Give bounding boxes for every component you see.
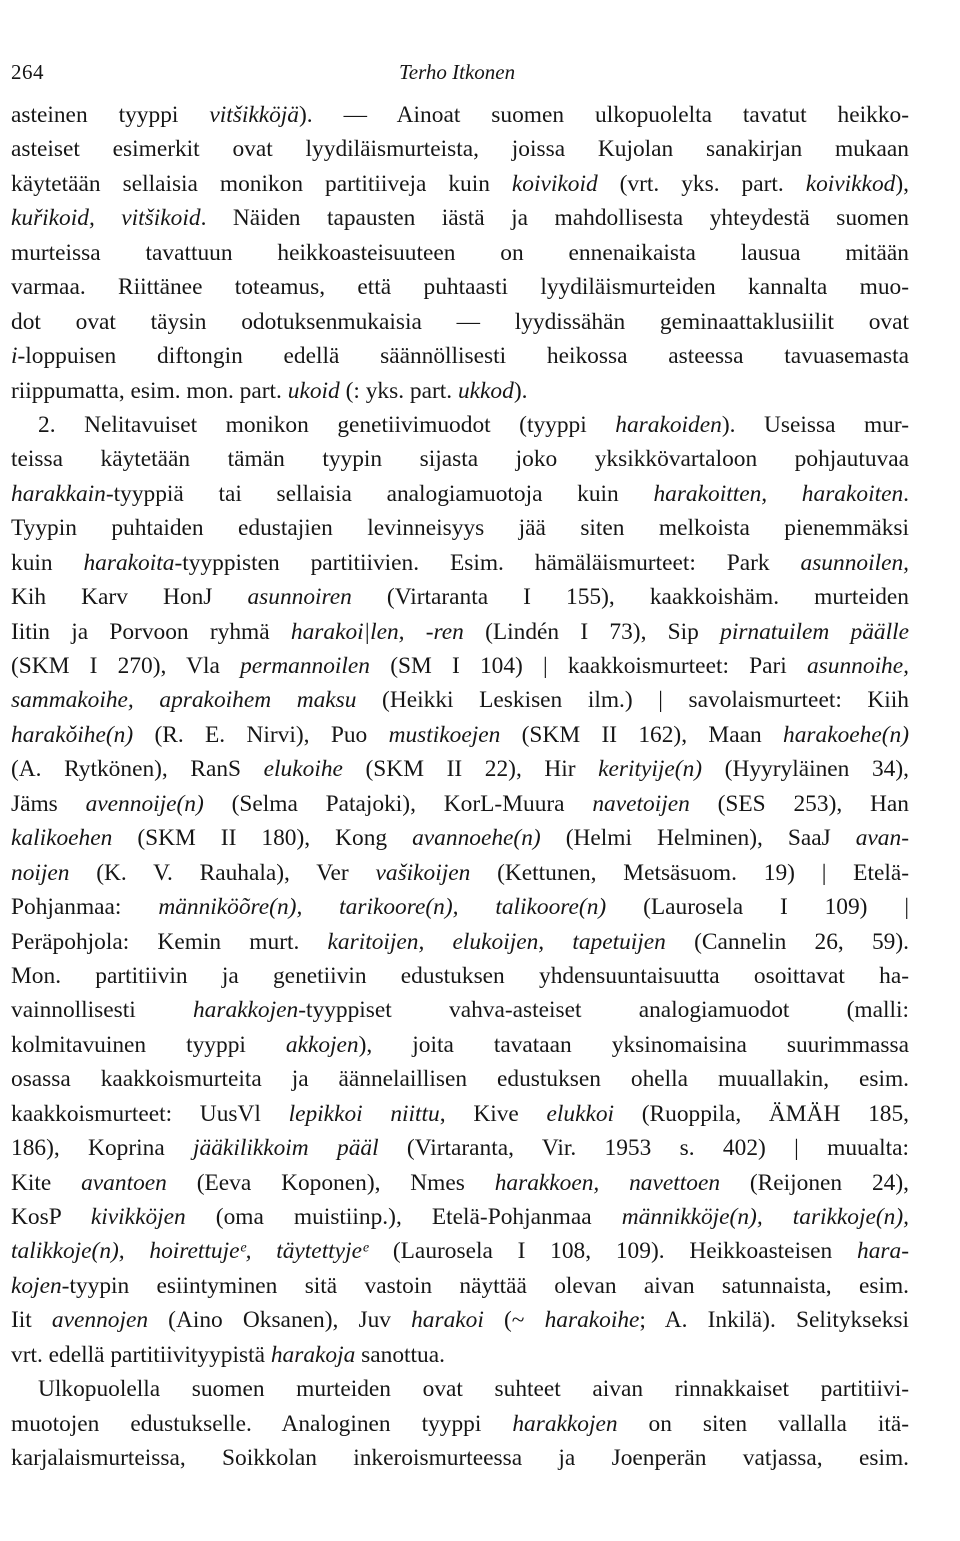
text-segment: (Eeva Koponen), Nmes xyxy=(166,1169,495,1196)
italic-segment: hara- xyxy=(857,1238,909,1265)
text-segment: ). — Ainoat suomen ulkopuolelta tavatut heikko- xyxy=(299,102,909,128)
italic-segment: permannoilen xyxy=(240,653,371,679)
text-line xyxy=(11,201,909,235)
text-segment: (SKM II 180), Kong xyxy=(112,825,413,852)
text-segment: (Kettunen, Metsäsuom. 19) | Etelä- xyxy=(470,859,909,886)
italic-segment: harakoehe(n) xyxy=(783,721,909,748)
italic-segment: ukoid xyxy=(287,377,340,404)
text-line xyxy=(11,1372,909,1406)
text-line xyxy=(11,615,909,649)
text-line xyxy=(11,1200,909,1234)
text-line xyxy=(11,408,909,442)
italic-segment: lepikkoi niittu xyxy=(288,1100,440,1127)
text-line xyxy=(11,1441,909,1475)
text-segment: Iit xyxy=(11,1307,52,1334)
text-segment: Mon. partitiivin ja genetiivin edustuksen yhdensuuntaisuutta osoittavat ha- xyxy=(11,962,909,989)
italic-segment: männiköõre(n), tarikoore(n), talikoore(n) xyxy=(158,894,607,921)
text-segment: , Kive xyxy=(439,1100,547,1127)
italic-segment: harakkojen xyxy=(192,997,299,1024)
text-line xyxy=(11,1338,909,1372)
italic-segment: avennoije(n) xyxy=(85,790,204,817)
italic-segment: kalikoehen xyxy=(11,825,113,852)
italic-segment: vitšikköjä xyxy=(209,102,299,128)
italic-segment: asunnoilen, xyxy=(800,549,910,576)
italic-segment: avan- xyxy=(855,825,909,852)
italic-segment: vašikoijen xyxy=(375,859,471,886)
italic-segment: mustikoejen xyxy=(388,721,501,748)
text-segment: -tyypin esiintyminen sitä vastoin näyttää olevan aivan satunnaista, esim. xyxy=(61,1272,909,1299)
text-segment: -tyyppiset vahva-asteiset analogiamuodot (malli: xyxy=(298,997,909,1024)
text-segment: (Cannelin 26, 59). xyxy=(665,928,910,955)
body-text xyxy=(11,98,909,1476)
text-segment: vrt. edellä partitiivityypistä xyxy=(11,1341,271,1368)
text-segment: . xyxy=(903,480,910,507)
text-segment: Tyypin puhtaiden edustajien levinneisyys jää siten melkoista pienemmäksi xyxy=(11,515,909,542)
italic-segment: kivikköjen xyxy=(90,1204,186,1230)
text-segment: (Virtaranta I 155), kaakkoishäm. murteiden xyxy=(351,584,909,611)
text-segment: asteiset esimerkit ovat lyydiläismurteista, joissa Kujolan sanakirjan mukaan xyxy=(11,136,909,163)
text-segment: riippumatta, esim. mon. part. xyxy=(11,377,288,404)
text-segment: Iitin ja Porvoon ryhmä xyxy=(11,618,291,645)
text-line xyxy=(11,993,909,1027)
text-segment: -tyyppisten partitiivien. Esim. hämäläismurteet: Park xyxy=(174,549,801,576)
text-segment: ; A. Inkilä). Selitykseksi xyxy=(639,1307,910,1334)
italic-segment: koivikoid xyxy=(511,170,598,197)
text-segment: . Näiden tapausten iästä ja mahdollisesta yhteydestä suomen xyxy=(200,205,909,232)
italic-segment: harakoiden xyxy=(615,411,722,438)
italic-segment: kerityije(n) xyxy=(598,756,703,783)
text-segment: (A. Rytkönen), RanS xyxy=(11,756,264,783)
text-line xyxy=(11,1131,909,1165)
text-segment: (SKM II 162), Maan xyxy=(500,721,783,748)
italic-segment: noijen xyxy=(11,859,70,886)
text-line xyxy=(11,374,909,408)
text-line xyxy=(11,339,909,373)
italic-segment: harakoi|len, -ren xyxy=(290,618,464,645)
text-line xyxy=(11,1166,909,1200)
text-segment: (Aino Oksanen), Juv xyxy=(148,1307,412,1334)
text-line xyxy=(11,98,909,132)
text-segment: KosP xyxy=(11,1204,91,1230)
italic-segment: koivikkod xyxy=(805,170,896,197)
text-segment: Peräpohjola: Kemin murt. xyxy=(11,928,328,955)
italic-segment: sammakoihe, aprakoihem maksu xyxy=(11,687,357,714)
text-segment: Ulkopuolella suomen murteiden ovat suhteet aivan rinnakkaiset partitiivi- xyxy=(38,1376,909,1403)
text-segment: asteinen tyyppi xyxy=(11,102,210,128)
text-segment: -tyyppiä tai sellaisia analogiamuotoja kuin xyxy=(105,480,654,507)
italic-segment: karitoijen, elukoijen, tapetuijen xyxy=(327,928,666,955)
text-line xyxy=(11,1269,909,1303)
text-line xyxy=(11,1407,909,1441)
text-segment: (Lindén I 73), Sip xyxy=(463,618,721,645)
page-number: 264 xyxy=(11,60,44,84)
text-segment: (Virtaranta, Vir. 1953 s. 402) | muualta: xyxy=(378,1135,909,1162)
text-line xyxy=(11,511,909,545)
italic-segment: akkojen xyxy=(285,1031,359,1058)
text-segment: vainnollisesti xyxy=(11,997,193,1024)
italic-segment: talikkoje(n), hoirettujeᵉ, täytettyjeᵉ xyxy=(11,1238,369,1265)
text-segment: karjalaismurteissa, Soikkolan inkeroismurteessa ja Joenperän vatjassa, esim. xyxy=(11,1445,909,1472)
text-segment: varmaa. Riittänee toteamus, että puhtaasti lyydiläismurteiden kannalta muo- xyxy=(11,274,909,301)
italic-segment: harakoi xyxy=(411,1307,484,1334)
italic-segment: avantoen xyxy=(81,1169,167,1196)
italic-segment: elukkoi xyxy=(546,1100,615,1127)
text-segment: Jäms xyxy=(11,790,86,817)
text-segment: (: yks. part. xyxy=(339,377,458,404)
text-line xyxy=(11,752,909,786)
text-segment: (Laurosela I 109) | xyxy=(606,894,910,921)
italic-segment: elukoihe xyxy=(263,756,343,783)
text-segment: (K. V. Rauhala), Ver xyxy=(69,859,376,886)
running-title-author: Terho Itkonen xyxy=(399,60,516,84)
italic-segment: kuřikoid, vitšikoid xyxy=(11,205,201,232)
text-segment: (Reijonen 24), xyxy=(720,1169,909,1196)
text-segment: (Helmi Helminen), SaaJ xyxy=(540,825,856,852)
italic-segment: avennojen xyxy=(51,1307,149,1334)
text-line xyxy=(11,546,909,580)
text-line xyxy=(11,442,909,476)
text-line xyxy=(11,132,909,166)
text-line xyxy=(11,1303,909,1337)
text-line xyxy=(11,580,909,614)
text-line xyxy=(11,718,909,752)
text-line xyxy=(11,1097,909,1131)
text-segment: käytetään sellaisia monikon partitiiveja kuin xyxy=(11,170,512,197)
text-line xyxy=(11,1062,909,1096)
text-segment: muotojen edustukselle. Analoginen tyyppi xyxy=(11,1410,513,1437)
text-line xyxy=(11,683,909,717)
text-segment: kolmitavuinen tyyppi xyxy=(11,1031,286,1058)
italic-segment: asunnoihe, xyxy=(806,653,909,679)
text-line xyxy=(11,1234,909,1268)
text-segment: (Hyyryläinen 34), xyxy=(702,756,910,783)
text-segment: ). Useissa mur- xyxy=(721,411,909,438)
italic-segment: harakoita xyxy=(83,549,175,576)
italic-segment: pirnatuilem päälle xyxy=(720,618,909,645)
text-segment: (Heikki Leskisen ilm.) | savolaismurteet: Kiih xyxy=(356,687,909,714)
text-segment: (Selma Patajoki), KorL-Muura xyxy=(203,790,593,817)
text-segment: ), xyxy=(895,170,909,197)
text-line xyxy=(11,787,909,821)
text-line xyxy=(11,270,909,304)
italic-segment: ukkod xyxy=(457,377,514,404)
text-line xyxy=(11,649,909,683)
text-segment: (oma muistiinp.), Etelä-Pohjanmaa xyxy=(185,1204,622,1230)
text-segment: kuin xyxy=(11,549,84,576)
italic-segment: jääkilikkoim pääl xyxy=(193,1135,379,1162)
text-line xyxy=(11,236,909,270)
italic-segment: kojen xyxy=(11,1272,62,1299)
text-line xyxy=(11,1028,909,1062)
italic-segment: harakkain xyxy=(11,480,106,507)
text-line xyxy=(11,856,909,890)
text-segment: Kite xyxy=(11,1169,82,1196)
text-segment: -loppuisen diftongin edellä säännöllisesti heikossa asteessa tavuasemasta xyxy=(17,343,909,370)
text-segment: ). xyxy=(513,377,528,404)
text-segment: (SKM I 270), Vla xyxy=(11,653,241,679)
text-segment: (~ xyxy=(483,1307,545,1334)
text-line xyxy=(11,167,909,201)
text-segment: Pohjanmaa: xyxy=(11,894,159,921)
italic-segment: harakoja xyxy=(270,1341,356,1368)
text-segment: (Ruoppila, ÄMÄH 185, xyxy=(614,1100,909,1127)
book-page xyxy=(11,50,909,1476)
text-segment: (Laurosela I 108, 109). Heikkoasteisen xyxy=(368,1238,858,1265)
text-line xyxy=(11,959,909,993)
text-segment: dot ovat täysin odotuksenmukaisia — lyydissähän geminaattaklusiilit ovat xyxy=(11,308,909,335)
text-segment: 186), Koprina xyxy=(11,1135,194,1162)
italic-segment: harakǒihe(n) xyxy=(11,721,134,748)
italic-segment: navetoijen xyxy=(592,790,690,817)
italic-segment: harakoitten, harakoiten xyxy=(653,480,904,507)
italic-segment: harakoihe xyxy=(544,1307,640,1334)
text-line xyxy=(11,477,909,511)
text-segment: sanottua. xyxy=(355,1341,445,1368)
text-segment: Kih Karv HonJ xyxy=(11,584,248,611)
text-segment: murteissa tavattuun heikkoasteisuuteen on ennenaikaista lausua mitään xyxy=(11,239,909,266)
italic-segment: harakkojen xyxy=(512,1410,618,1437)
text-segment: (vrt. yks. part. xyxy=(597,170,806,197)
text-segment: teissa käytetään tämän tyypin sijasta joko yksikkövartaloon pohjautuvaa xyxy=(11,446,909,473)
text-segment: (SES 253), Han xyxy=(689,790,909,817)
text-line xyxy=(11,305,909,339)
text-segment: (SKM II 22), Hir xyxy=(342,756,599,783)
text-line xyxy=(11,890,909,924)
text-segment: on siten vallalla itä- xyxy=(617,1410,910,1437)
text-segment: kaakkoismurteet: UusVl xyxy=(11,1100,289,1127)
text-segment: (R. E. Nirvi), Puo xyxy=(133,721,389,748)
text-segment: ), joita tavataan yksinomaisina suurimmassa xyxy=(358,1031,909,1058)
text-segment: 2. Nelitavuiset monikon genetiivimuodot (tyyppi xyxy=(38,411,616,438)
running-head xyxy=(11,50,909,98)
italic-segment: männikköje(n), tarikkoje(n), xyxy=(621,1204,910,1230)
italic-segment: harakkoen, navettoen xyxy=(494,1169,721,1196)
text-segment: osassa kaakkoismurteita ja äännelaillisen edustuksen ohella muuallakin, esim. xyxy=(11,1066,909,1093)
italic-segment: avannoehe(n) xyxy=(412,825,541,852)
text-line xyxy=(11,821,909,855)
italic-segment: i xyxy=(11,343,18,370)
italic-segment: asunnoiren xyxy=(247,584,352,611)
text-segment: (SM I 104) | kaakkoismurteet: Pari xyxy=(370,653,807,679)
text-line xyxy=(11,925,909,959)
